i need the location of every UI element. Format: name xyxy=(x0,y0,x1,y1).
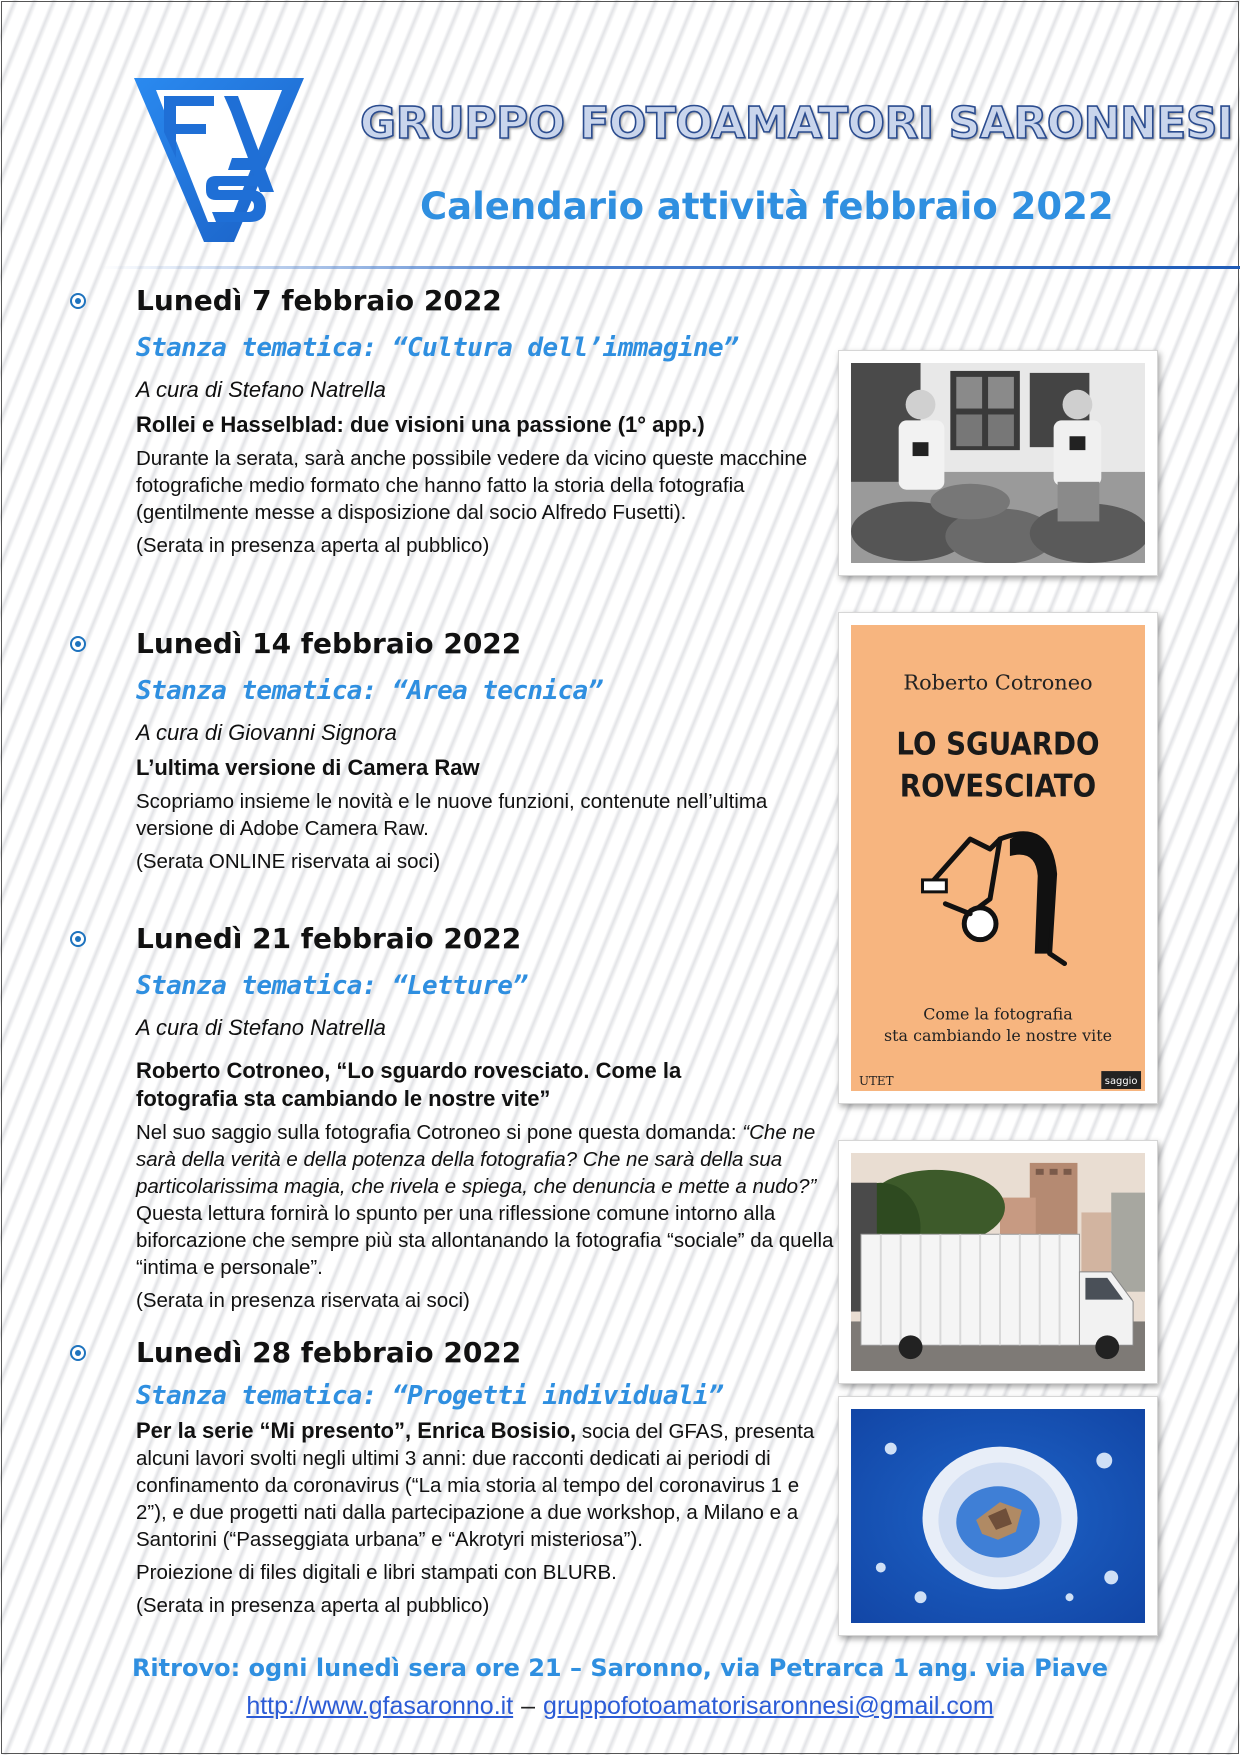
event-note: (Serata in presenza riservata ai soci) xyxy=(136,1289,470,1312)
event-description xyxy=(136,1119,836,1281)
description-rest: Questa lettura fornirà lo spunto per una riflessione comune intorno alla biforcazione che sempre più sta allontanando la fotografia “sociale” da quella “intima e personale”. xyxy=(136,1202,834,1279)
description-quote: “Che ne sarà della verità e della potenza della fotografia? Che ne sarà della sua particolarissima magia, che rivela e spiega, che denuncia e mette a nudo?” xyxy=(136,1121,817,1198)
book-publisher: UTET xyxy=(858,1074,894,1089)
book-title-line1: LO SGUARDO xyxy=(896,726,1100,763)
calendar-subtitle: Calendario attività febbraio 2022 xyxy=(420,185,1114,228)
event-curator: A cura di Giovanni Signora xyxy=(136,720,397,745)
event-theme: Stanza tematica: “Area tecnica” xyxy=(136,676,603,706)
event-date: Lunedì 21 febbraio 2022 xyxy=(136,922,522,955)
website-link[interactable]: http://www.gfasaronno.it xyxy=(246,1692,514,1720)
event-talk-title: L’ultima versione di Camera Raw xyxy=(136,755,480,780)
event-note: (Serata ONLINE riservata ai soci) xyxy=(136,850,441,873)
photo-truck xyxy=(838,1140,1158,1384)
description-rest: socia del GFAS, presenta alcuni lavori svolti negli ultimi 3 anni: due racconti dedicati ai periodi di confinamento da coronavirus (“La mia storia al tempo del coronavirus 1 e 2”), e due progetti nati dalla partecipazione a due workshop, a Milano e a Santorini (“Passeggiata urbana” e “Akrotyri misteriosa”). xyxy=(136,1420,815,1551)
gfas-logo xyxy=(134,72,304,242)
event-theme: Stanza tematica: “Letture” xyxy=(136,971,528,1001)
event-description xyxy=(136,1417,826,1553)
contact-links xyxy=(0,1692,1240,1721)
event-date: Lunedì 7 febbraio 2022 xyxy=(136,284,502,317)
event-note: (Serata in presenza aperta al pubblico) xyxy=(136,534,490,557)
header-divider xyxy=(100,266,1240,269)
book-cover xyxy=(838,612,1158,1104)
event-description: Scopriamo insieme le novità e le nuove funzioni, contenute nell’ultima versione di Adobe Camera Raw. xyxy=(136,790,768,840)
book-author: Roberto Cotroneo xyxy=(903,670,1093,695)
event-feb-7 xyxy=(70,283,830,559)
links-separator: – xyxy=(521,1692,536,1720)
photo-photographers xyxy=(838,350,1158,576)
event-date: Lunedì 28 febbraio 2022 xyxy=(136,1336,522,1369)
event-talk-title: Rollei e Hasselblad: due visioni una passione (1° app.) xyxy=(136,412,705,437)
description-intro: Nel suo saggio sulla fotografia Cotroneo si pone questa domanda: xyxy=(136,1121,743,1144)
event-feb-21 xyxy=(70,921,834,1314)
event-theme: Stanza tematica: “Progetti individuali” xyxy=(136,1381,724,1411)
book-subtitle-line2: sta cambiando le nostre vite xyxy=(884,1026,1112,1046)
bullet-icon xyxy=(70,1345,86,1361)
event-note: (Serata in presenza aperta al pubblico) xyxy=(136,1594,490,1617)
event-theme: Stanza tematica: “Cultura dell’immagine” xyxy=(136,333,739,363)
book-subtitle-line1: Come la fotografia xyxy=(923,1004,1073,1024)
photo-aerial-island xyxy=(838,1396,1158,1636)
book-series: saggio xyxy=(1104,1076,1138,1088)
event-description: Durante la serata, sarà anche possibile vedere da vicino queste macchine fotografiche medio formato che hanno fatto la storia della fotografia (gentilmente messe a disposizione dal socio Alfredo Fusetti). xyxy=(136,447,808,524)
event-talk-title: Roberto Cotroneo, “Lo sguardo rovesciato. Come la fotografia sta cambiando le nostre vite” xyxy=(136,1058,682,1111)
bullet-icon xyxy=(70,636,86,652)
bullet-icon xyxy=(70,293,86,309)
email-link[interactable]: gruppofotoamatorisaronnesi@gmail.com xyxy=(543,1692,994,1720)
event-feb-14 xyxy=(70,626,830,875)
event-extra: Proiezione di files digitali e libri stampati con BLURB. xyxy=(136,1561,617,1584)
event-curator: A cura di Stefano Natrella xyxy=(136,377,386,402)
bullet-icon xyxy=(70,931,86,947)
event-date: Lunedì 14 febbraio 2022 xyxy=(136,627,522,660)
event-curator: A cura di Stefano Natrella xyxy=(136,1015,386,1040)
org-name: GRUPPO FOTOAMATORI SARONNESI xyxy=(360,98,1233,149)
event-feb-28 xyxy=(70,1335,830,1619)
book-title-line2: ROVESCIATO xyxy=(899,768,1097,805)
meeting-info: Ritrovo: ogni lunedì sera ore 21 – Saronno, via Petrarca 1 ang. via Piave xyxy=(131,1654,1109,1682)
description-lead: Per la serie “Mi presento”, Enrica Bosisio, xyxy=(136,1418,577,1443)
